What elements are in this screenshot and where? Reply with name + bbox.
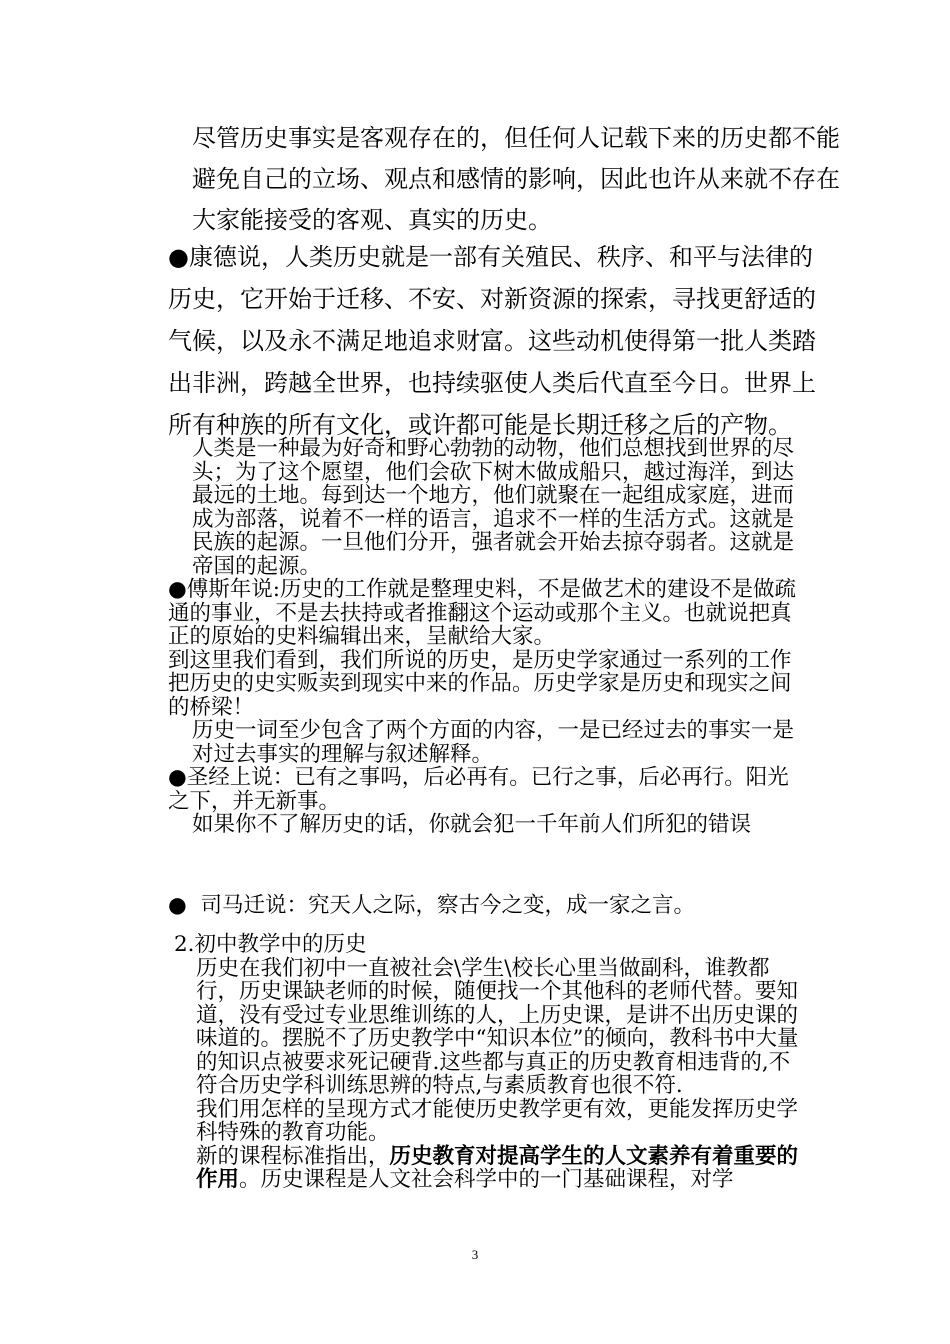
paragraph-fu-sinian-quote: ●傅斯年说:历史的工作就是整理史料，不是做艺术的建设不是做疏通的事业，不是去扶持或者推翻这个运动或那个主义。也就说把真正的原始的史料编辑出来，呈献给大家。: [168, 577, 797, 649]
text-block-section-2: [144, 933, 809, 1192]
curriculum-text-intro: 新的课程标准指出，: [196, 1143, 390, 1169]
paragraph-kant-quote: ●康德说，人类历史就是一部有关殖民、秩序、和平与法律的历史，它开始于迁移、不安、对新资源的探索，寻找更舒适的气候，以及永不满足地追求财富。这些动机使得第一批人类踏出非洲，跨越全世界，也持续驱使人类后代直至今日。世界上所有种族的所有文化，或许都可能是长期迁移之后的产物。: [168, 243, 816, 439]
curriculum-text-rest: 。历史课程是人文社会科学中的一门基础课程，对学: [239, 1167, 734, 1192]
paragraph-history-as-minor-subject: 历史在我们初中一直被社会\学生\校长心里当做副科，谁教都行，历史课缺老师的时候，随便找一个其他科的老师代替。要知道，没有受过专业思维训练的人，上历史课，是讲不出历史课的味道的。摆脱不了历史教学中“知识本位”的倾向，教科书中大量的知识点被要求死记硬背.这些都与真正的历史教育相违背的,不符合历史学科训练思辨的特点,与素质教育也很不符.: [196, 955, 799, 1098]
text-block-main: [144, 437, 809, 837]
section-heading: 2.初中教学中的历史: [174, 932, 367, 957]
paragraph-historians-bridge: 到这里我们看到，我们所说的历史，是历史学家通过一系列的工作把历史的史实贩卖到现实中来的作品。历史学家是历史和现实之间的桥梁！: [168, 647, 792, 720]
paragraph-objective-history: 尽管历史事实是客观存在的，但任何人记载下来的历史都不能避免自己的立场、观点和感情的影响，因此也许从来就不存在大家能接受的客观、真实的历史。: [192, 124, 840, 234]
paragraph-human-curiosity: 人类是一种最为好奇和野心勃勃的动物，他们总想找到世界的尽头；为了这个愿望，他们会砍下树木做成船只，越过海洋，到达最远的土地。每到达一个地方，他们就聚在一起组成家庭，进而成为部落，说着不一样的语言，追求不一样的生活方式。这就是民族的起源。一旦他们分开，强者就会开始去掠夺弱者。这就是帝国的起源。: [192, 436, 795, 579]
paragraph-sima-qian-quote: [144, 894, 833, 918]
paragraph-curriculum-standard: [144, 1145, 809, 1192]
bullet-icon: ●: [168, 893, 187, 918]
paragraph-bible-quote: ●圣经上说：已有之事吗，后必再有。已行之事，后必再行。阳光之下，并无新事。: [168, 765, 789, 814]
paragraph-history-definition: 历史一词至少包含了两个方面的内容，一是已经过去的事实一是对过去事实的理解与叙述解释。: [192, 718, 795, 767]
curriculum-bold-emphasis: 历史教育对提高学生的人文素养有着重要的作用: [196, 1143, 799, 1192]
sima-qian-text: 司马迁说：究天人之际，察古今之变，成一家之言。: [200, 893, 695, 918]
paragraph-repeat-mistakes: 如果你不了解历史的话，你就会犯一千年前人们所犯的错误: [192, 812, 752, 837]
paragraph-presentation-question: 我们用怎样的呈现方式才能使历史教学更有效，更能发挥历史学科特殊的教育功能。: [196, 1096, 799, 1145]
page-number: 3: [471, 1247, 479, 1262]
